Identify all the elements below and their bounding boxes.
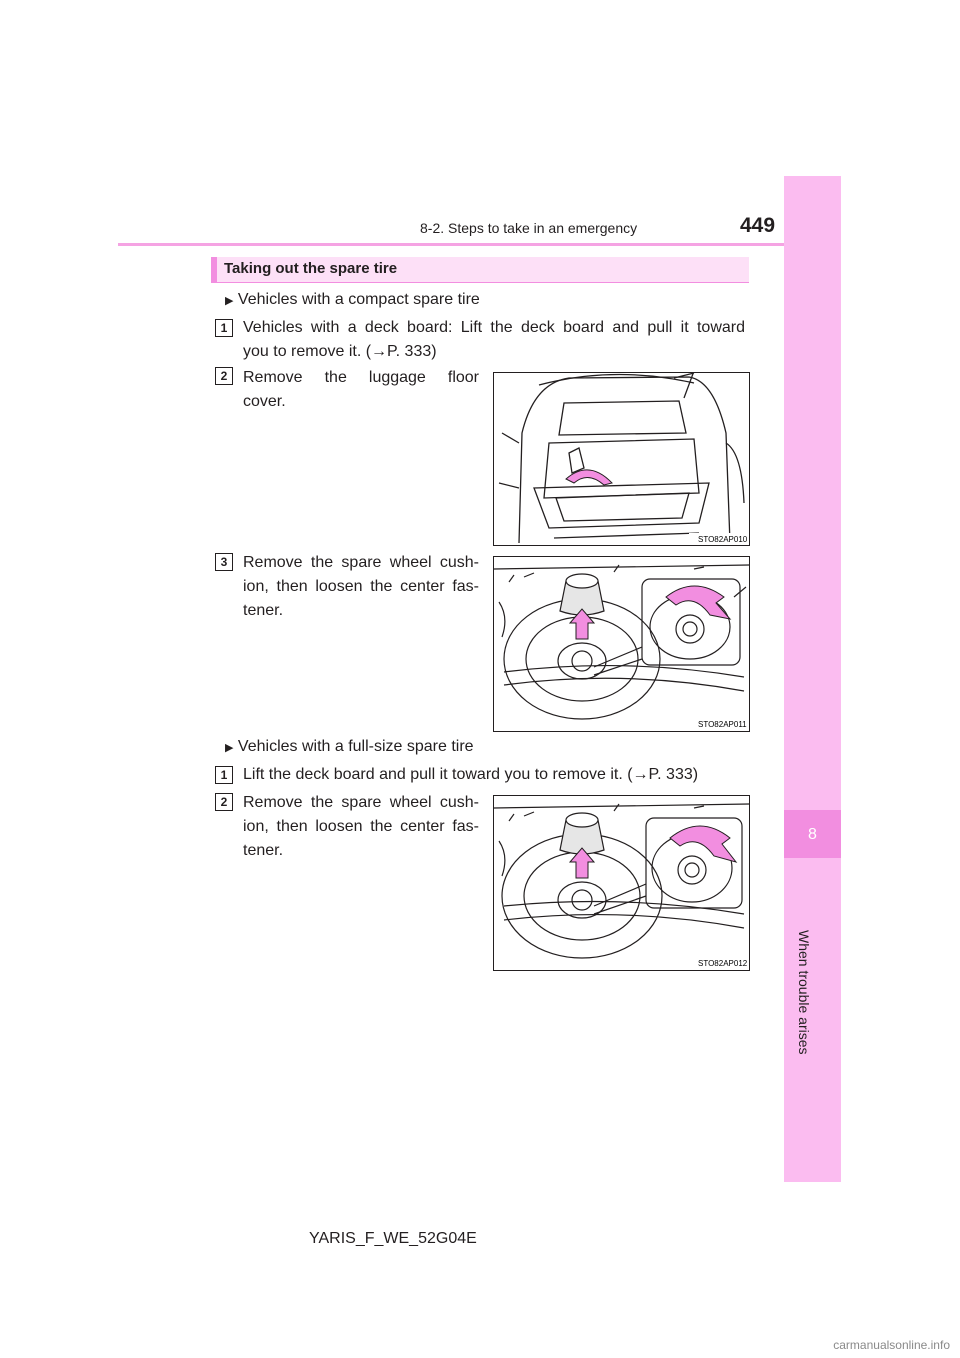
section-heading: Taking out the spare tire (224, 260, 398, 277)
spare-wheel-illustration (494, 557, 749, 731)
step-text-line: cover. (243, 393, 286, 410)
header-section-title: 8-2. Steps to take in an emergency (420, 220, 638, 236)
figure-spare-wheel-compact (493, 556, 750, 732)
step-text-line: Lift the deck board and pull it toward you to remove it. (→P. 333) (243, 766, 699, 783)
bullet-fullsize-spare (225, 735, 474, 760)
bullet-compact-spare (225, 288, 480, 313)
page-number: 449 (740, 214, 776, 237)
step-text-line: Remove the luggage floor (243, 369, 479, 386)
step-text-line: Remove the spare wheel cush- (243, 554, 479, 571)
bullet-fullsize-text: Vehicles with a full-size spare tire (237, 738, 474, 755)
chapter-label: When trouble arises (796, 930, 812, 1055)
chapter-number: 8 (808, 826, 817, 843)
step-number-box: 3 (215, 553, 233, 571)
model-code: YARIS_F_WE_52G04E (309, 1230, 477, 1247)
step-text-line: you to remove it. (→P. 333) (243, 343, 437, 360)
watermark-link[interactable]: carmanualsonline.info (833, 1338, 950, 1352)
header-rule (118, 243, 840, 246)
step-text-line: tener. (243, 602, 284, 619)
rotate-arrow-icon (666, 586, 730, 619)
figure-label: STO82AP010 (698, 535, 748, 544)
step-text-line: Remove the spare wheel cush- (243, 794, 479, 811)
step-text-line: Vehicles with a deck board: Lift the deck board and pull it toward (243, 319, 745, 336)
trunk-illustration (494, 373, 749, 545)
bullet-triangle-icon: ▶ (225, 295, 234, 307)
step-number-box: 2 (215, 793, 233, 811)
figure-spare-wheel-fullsize (493, 795, 750, 971)
figure-luggage-floor-cover (493, 372, 750, 546)
step-text-line: ion, then loosen the center fas- (243, 818, 479, 835)
rotate-arrow-icon (670, 826, 736, 862)
bullet-compact-text: Vehicles with a compact spare tire (237, 291, 480, 308)
step-number-box: 1 (215, 319, 233, 337)
figure-label: STO82AP012 (698, 959, 748, 968)
bullet-triangle-icon: ▶ (225, 742, 234, 754)
figure-label: STO82AP011 (698, 720, 747, 729)
step-text-line: tener. (243, 842, 284, 859)
chapter-tab-strip (784, 176, 841, 1182)
step-text-line: ion, then loosen the center fas- (243, 578, 479, 595)
spare-wheel-illustration (494, 796, 749, 970)
step-number-box: 1 (215, 766, 233, 784)
step-number-box: 2 (215, 367, 233, 385)
